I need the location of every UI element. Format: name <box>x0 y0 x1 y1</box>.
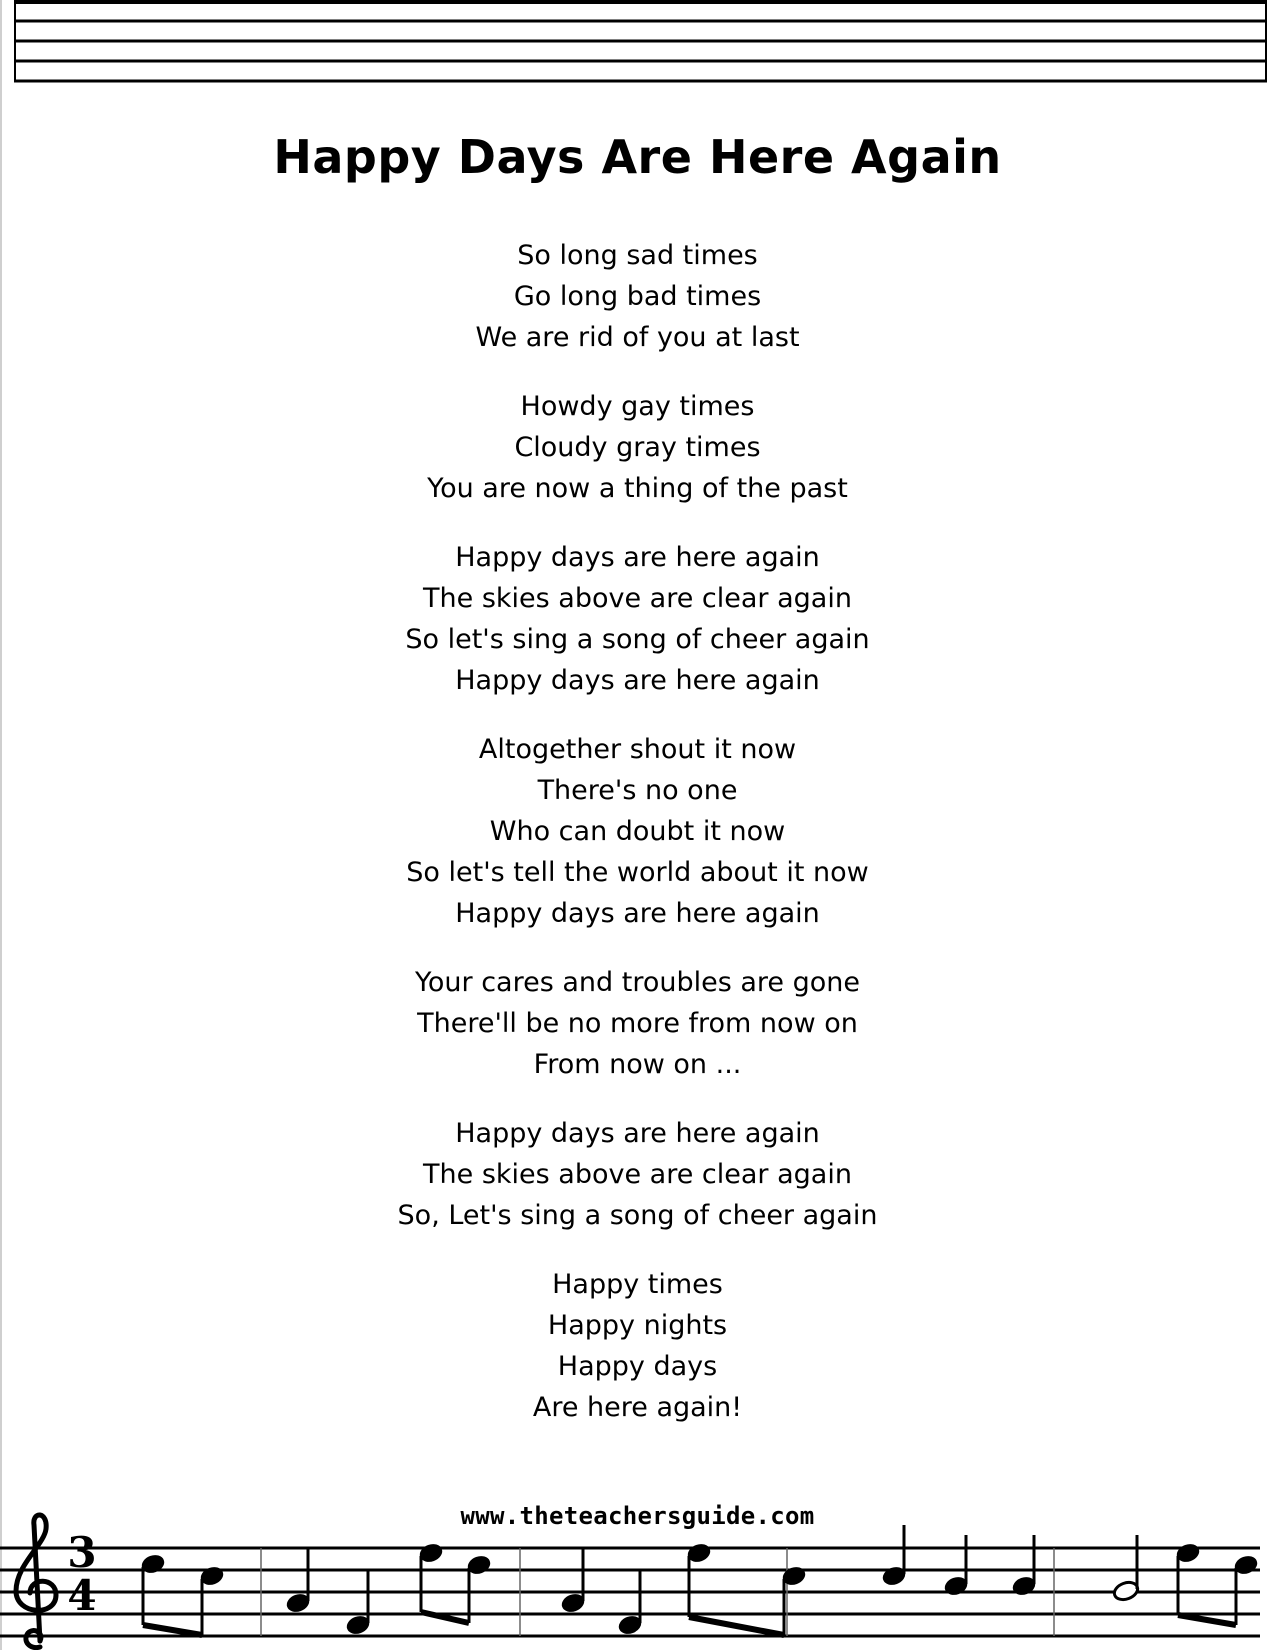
note-group-1 <box>140 1553 225 1635</box>
lyric-line: Happy times <box>552 1269 723 1300</box>
lyric-line: You are now a thing of the past <box>427 473 848 504</box>
note-group-4 <box>881 1525 1037 1597</box>
lyric-line: The skies above are clear again <box>423 583 852 614</box>
stanza <box>0 1113 1275 1236</box>
stanza <box>0 235 1275 358</box>
stanza <box>0 729 1275 934</box>
top-staff-decoration <box>14 0 1267 90</box>
lyric-line: So let's tell the world about it now <box>406 857 869 888</box>
lyric-line: Happy days <box>557 1351 718 1382</box>
lyric-line: From now on ... <box>533 1049 742 1080</box>
lyric-line: Happy nights <box>547 1310 728 1341</box>
bottom-music-staff <box>0 1505 1275 1650</box>
time-signature-top: 3 <box>67 1528 97 1577</box>
lyric-line: Howdy gay times <box>520 391 755 422</box>
lyric-line: Who can doubt it now <box>489 816 786 847</box>
lyric-line: The skies above are clear again <box>423 1159 852 1190</box>
lyric-line: There's no one <box>537 775 738 806</box>
time-signature-bottom: 4 <box>67 1571 97 1620</box>
treble-clef-icon <box>16 1515 56 1648</box>
song-title: Happy Days Are Here Again <box>273 130 1002 184</box>
website-url: www.theteachersguide.com <box>460 1502 815 1530</box>
stanza <box>0 537 1275 701</box>
lyric-line: Your cares and troubles are gone <box>414 967 860 998</box>
lyric-line: Happy days are here again <box>455 542 820 573</box>
note-group-2 <box>285 1542 492 1637</box>
lyric-line: We are rid of you at last <box>475 322 800 353</box>
stanza <box>0 1264 1275 1428</box>
lyric-line: So long sad times <box>517 240 758 271</box>
music-notes <box>140 1525 1259 1636</box>
time-signature <box>67 1528 96 1620</box>
lyric-line: Go long bad times <box>513 281 762 312</box>
lyric-line: Altogether shout it now <box>478 734 797 765</box>
lyric-line: So, Let's sing a song of cheer again <box>397 1200 878 1231</box>
lyric-line: So let's sing a song of cheer again <box>405 624 870 655</box>
note-group-3 <box>560 1542 807 1637</box>
lyric-line: Happy days are here again <box>455 1118 820 1149</box>
lyric-line: Happy days are here again <box>455 898 820 929</box>
lyric-line: Happy days are here again <box>455 665 820 696</box>
lyric-line: There'll be no more from now on <box>417 1008 858 1039</box>
lyrics-body <box>0 235 1275 1456</box>
lyric-line: Are here again! <box>532 1392 743 1423</box>
stanza <box>0 962 1275 1085</box>
lyric-line: Cloudy gray times <box>514 432 761 463</box>
stanza <box>0 386 1275 509</box>
